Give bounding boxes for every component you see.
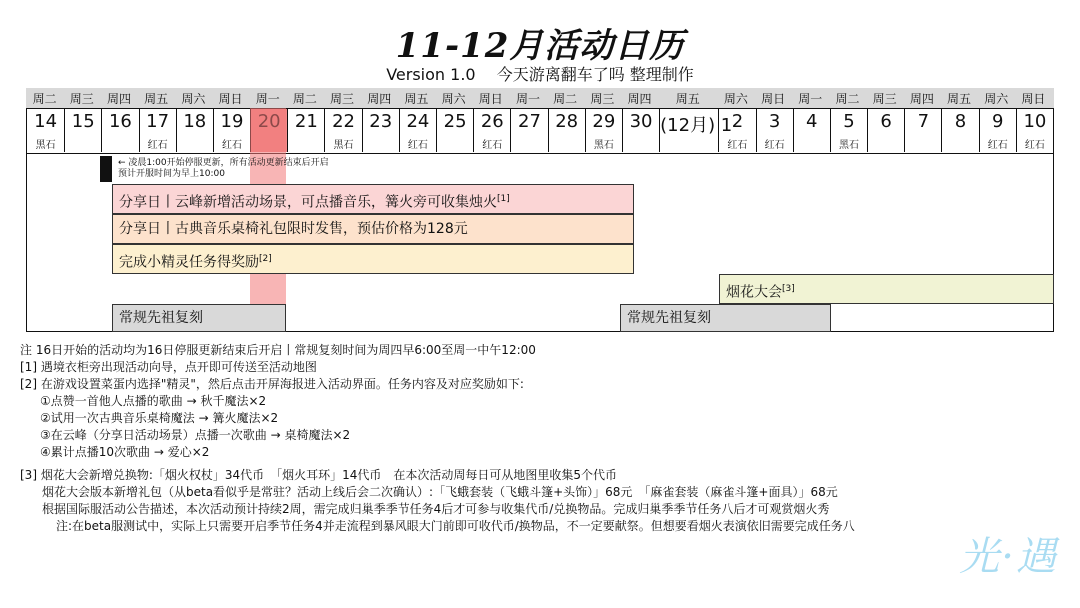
weekday-label: 周日 [218, 92, 243, 106]
weekday-label: 周一 [798, 92, 823, 106]
weekday-label: 周五 [675, 92, 700, 106]
note-3-line-b: 根据国际服活动公告描述，本次活动预计持续2周，需完成归巢季季节任务4后才可参与收集代币/兑换物品。完成归巢季季节任务八后才可观赏烟火秀 [42, 502, 830, 516]
page-title: 11-12月活动日历 [395, 26, 685, 66]
weekday-label: 周日 [1021, 92, 1046, 106]
date-number: 28 [555, 111, 579, 132]
date-cell [64, 109, 101, 152]
maintenance-line-2: 预计开服时间为早上10:00 [118, 169, 225, 179]
note-1: [1] 遇境衣柜旁出现活动向导，点开即可传送至活动地图 [20, 360, 317, 374]
event-ancestor-rerun-2 [620, 304, 831, 332]
date-cell [139, 109, 176, 152]
date-cell [176, 109, 213, 152]
event-fireworks [719, 274, 1054, 304]
weekday-label: 周六 [984, 92, 1009, 106]
date-cell [362, 109, 399, 152]
shard-tag: 黑石 [593, 140, 614, 151]
date-cell [399, 109, 436, 152]
note-2-item-b: ②试用一次古典音乐桌椅魔法 → 篝火魔法×2 [40, 411, 279, 425]
event-ancestor-rerun-1 [112, 304, 286, 332]
date-number: (12月) 1 [660, 115, 733, 136]
date-cell [904, 109, 941, 152]
note-3-line-a: 烟花大会版本新增礼包（从beta看似乎是常驻？活动上线后会二次确认）:「飞蛾套装（飞蛾斗篷+头饰）」68元 「麻雀套装（麻雀斗篷+面具）」68元 [42, 485, 838, 499]
note-2-item-d: ④累计点播10次歌曲 → 爱心×2 [40, 445, 210, 459]
event-fireworks-ref: [3] [782, 284, 795, 294]
date-cell [585, 109, 622, 152]
maintenance-marker [100, 156, 112, 182]
date-number: 5 [843, 111, 855, 132]
page-subtitle [0, 62, 1080, 85]
shard-tag: 黑石 [35, 140, 56, 151]
weekday-label: 周一 [515, 92, 540, 106]
weekday-label: 周五 [404, 92, 429, 106]
weekday-label: 周一 [255, 92, 280, 106]
shard-tag: 红石 [987, 140, 1008, 151]
event-share-day-2-label: 分享日丨古典音乐桌椅礼包限时发售，预估价格为128元 [119, 221, 468, 237]
date-number: 23 [369, 111, 393, 132]
maintenance-line-1: ← 凌晨1:00开始停服更新，所有活动更新结束后开启 [118, 158, 329, 168]
date-number: 19 [220, 111, 244, 132]
date-cell [867, 109, 904, 152]
date-number: 9 [991, 111, 1004, 132]
date-number: 22 [332, 111, 355, 132]
date-number: 8 [954, 111, 967, 132]
weekday-label: 周二 [835, 92, 860, 106]
weekday-label: 周四 [106, 92, 131, 106]
date-number: 7 [917, 111, 930, 132]
date-cell [718, 109, 755, 152]
date-number: 14 [34, 111, 58, 132]
date-cell [436, 109, 473, 152]
date-row [26, 108, 1054, 154]
credit-label: 今天游离翻车了吗 整理制作 [496, 65, 694, 84]
event-spirit-task-ref: [2] [259, 254, 272, 264]
weekday-label: 周三 [590, 92, 615, 106]
weekday-label: 周六 [723, 92, 748, 106]
date-number: 30 [629, 111, 653, 132]
weekday-row [26, 90, 1054, 106]
weekday-label: 周三 [872, 92, 897, 106]
note-general: 注 16日开始的活动均为16日停服更新结束后开启丨常规复刻时间为周四早6:00至周一中午12:00 [20, 343, 536, 357]
date-cell [793, 109, 830, 152]
shard-tag: 红石 [147, 140, 168, 151]
date-number: 15 [71, 111, 95, 132]
weekday-label: 周二 [553, 92, 578, 106]
shard-tag: 红石 [764, 140, 785, 151]
weekday-label: 周二 [32, 92, 57, 106]
date-number: 26 [480, 111, 504, 132]
weekday-label: 周五 [947, 92, 972, 106]
date-cell [548, 109, 585, 152]
weekday-label: 周日 [478, 92, 503, 106]
weekday-label: 周日 [761, 92, 786, 106]
weekday-label: 周四 [367, 92, 392, 106]
date-cell [756, 109, 793, 152]
weekday-label: 周四 [909, 92, 934, 106]
event-spirit-task [112, 244, 634, 274]
weekday-label: 周三 [69, 92, 94, 106]
event-fireworks-label: 烟花大会 [726, 284, 782, 301]
date-cell [324, 109, 361, 152]
note-2: [2] 在游戏设置菜蛋内选择"精灵"，然后点击开屏海报进入活动界面。任务内容及对应奖励如下: [20, 377, 524, 391]
date-number: 27 [518, 111, 541, 132]
date-number: 2 [731, 111, 744, 132]
event-ancestor-rerun-2-label: 常规先祖复刻 [627, 310, 711, 326]
event-share-day-1-label: 分享日丨云峰新增活动场景，可点播音乐，篝火旁可收集烛火 [119, 194, 497, 211]
date-number: 4 [806, 111, 818, 132]
date-cell [287, 109, 324, 152]
note-3: [3] 烟花大会新增兑换物:「烟火权杖」34代币 「烟火耳环」14代币 在本次活动周每日可从地图里收集5个代币 [20, 468, 618, 482]
date-cell [979, 109, 1016, 152]
shard-tag: 黑石 [838, 140, 859, 151]
weekday-label: 周五 [144, 92, 169, 106]
date-number: 16 [108, 111, 132, 132]
weekday-label: 周六 [441, 92, 466, 106]
game-logo: 光·遇 [959, 534, 1058, 580]
maintenance-note [118, 158, 329, 180]
note-2-item-c: ③在云峰（分享日活动场景）点播一次歌曲 → 桌椅魔法×2 [40, 428, 351, 442]
weekday-label: 周六 [181, 92, 206, 106]
event-spirit-task-label: 完成小精灵任务得奖励 [119, 254, 259, 271]
date-cell [1016, 109, 1053, 152]
date-number: 25 [443, 111, 467, 132]
shard-tag: 红石 [222, 140, 242, 151]
event-ancestor-rerun-1-label: 常规先祖复刻 [119, 310, 203, 326]
event-share-day-1 [112, 184, 634, 214]
shard-tag: 红石 [407, 140, 428, 151]
date-number: 17 [146, 111, 170, 132]
notes-section [20, 342, 1070, 535]
date-cell [941, 109, 978, 152]
shard-tag: 红石 [727, 140, 748, 151]
event-share-day-1-ref: [1] [497, 194, 510, 204]
date-cell [27, 109, 64, 152]
shard-tag: 黑石 [333, 140, 354, 151]
date-number: 24 [406, 111, 430, 132]
date-number: 10 [1023, 111, 1047, 132]
date-cell [101, 109, 138, 152]
weekday-label: 周三 [330, 92, 355, 106]
version-label: Version 1.0 [386, 65, 476, 84]
shard-tag: 红石 [482, 140, 503, 151]
weekday-label: 周四 [627, 92, 652, 106]
shard-tag: 红石 [1024, 140, 1045, 151]
note-3-line-c: 注:在beta服测试中，实际上只需要开启季节任务4并走流程到暴风眼大门前即可收代币/换物品，不一定要献祭。但想要看烟火表演依旧需要完成任务八 [56, 519, 855, 533]
date-number: 21 [294, 111, 318, 132]
date-cell [622, 109, 659, 152]
date-cell [213, 109, 250, 152]
date-number: 6 [880, 111, 892, 132]
event-share-day-2 [112, 214, 634, 244]
date-cell [830, 109, 867, 152]
date-cell [473, 109, 510, 152]
note-2-item-a: ①点赞一首他人点播的歌曲 → 秋千魔法×2 [40, 394, 267, 408]
date-number: 29 [592, 111, 616, 132]
date-number: 3 [768, 111, 781, 132]
date-cell [659, 109, 733, 152]
date-cell [510, 109, 547, 152]
weekday-label: 周二 [292, 92, 317, 106]
date-number: 18 [183, 111, 207, 132]
